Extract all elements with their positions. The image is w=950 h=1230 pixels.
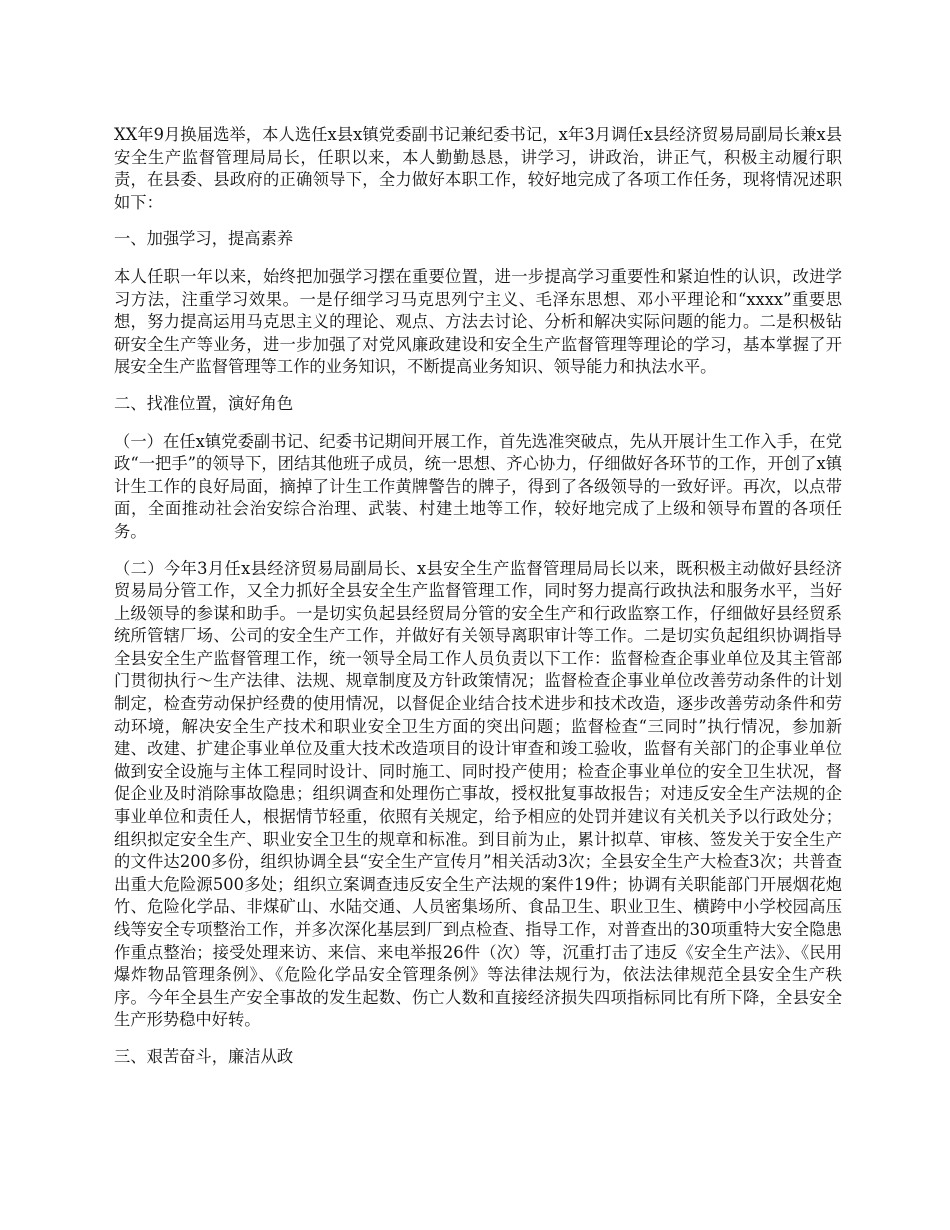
document-page: [114, 124, 842, 1084]
role-paragraph-2: （二）今年3月任x县经济贸易局副局长、x县安全生产监督管理局局长以来，既积极主动做好县经济贸易局分管工作，又全力抓好全县安全生产监督管理工作，同时努力提高行政执法和服务水平，当好上级领导的参谋和助手。一是切实负起县经贸局分管的安全生产和行政监察工作，仔细做好县经贸系统所管辖厂场、公司的安全生产工作，并做好有关领导离职审计等工作。二是切实负起组织协调指导全县安全生产监督管理工作，统一领导全局工作人员负责以下工作：监督检查企事业单位及其主管部门贯彻执行～生产法律、法规、规章制度及方针政策情况；监督检查企事业单位改善劳动条件的计划制定，检查劳动保护经费的使用情况，以督促企业结合技术进步和技术改造，逐步改善劳动条件和劳动环境，解决安全生产技术和职业安全卫生方面的突出问题；监督检查“三同时”执行情况，参加新建、改建、扩建企事业单位及重大技术改造项目的设计审查和竣工验收，监督有关部门的企事业单位做到安全设施与主体工程同时设计、同时施工、同时投产使用；检查企事业单位的安全卫生状况，督促企业及时消除事故隐患；组织调查和处理伤亡事故，授权批复事故报告；对违反安全生产法规的企事业单位和责任人，根据情节轻重，依照有关规定，给予相应的处罚并建议有关机关予以行政处分；组织拟定安全生产、职业安全卫生的规章和标准。到目前为止，累计拟草、审核、签发关于安全生产的文件达200多份，组织协调全县“安全生产宣传月”相关活动3次；全县安全生产大检查3次；共普查出重大危险源500多处；组织立案调查违反安全生产法规的案件19件；协调有关职能部门开展烟花炮竹、危险化学品、非煤矿山、水陆交通、人员密集场所、食品卫生、职业卫生、横跨中小学校园高压线等安全专项整治工作，并多次深化基层到厂到点检查、指导工作，对普查出的30项重特大安全隐患作重点整治；接受处理来访、来信、来电举报26件（次）等，沉重打击了违反《安全生产法》、《民用爆炸物品管理条例》、《危险化学品安全管理条例》等法律法规行为，依法法律规范全县安全生产秩序。今年全县生产安全事故的发生起数、伤亡人数和直接经济损失四项指标同比有所下降，全县安全生产形势稳中好转。: [114, 558, 842, 1030]
intro-paragraph: XX年9月换届选举，本人选任x县x镇党委副书记兼纪委书记，x年3月调任x县经济贸易局副局长兼x县安全生产监督管理局局长，任职以来，本人勤勤恳恳，讲学习，讲政治，讲正气，积极主动履行职责，在县委、县政府的正确领导下，全力做好本职工作，较好地完成了各项工作任务，现将情况述职如下：: [114, 125, 842, 212]
role-paragraph-1: （一）在任x镇党委副书记、纪委书记期间开展工作，首先选准突破点，先从开展计生工作入手，在党政“一把手”的领导下，团结其他班子成员，统一思想、齐心协力，仔细做好各环节的工作，开创了x镇计生工作的良好局面，摘掉了计生工作黄牌警告的牌子，得到了各级领导的一致好评。再次，以点带面，全面推动社会治安综合治理、武装、村建土地等工作，较好地完成了上级和领导布置的各项任务。: [114, 431, 842, 541]
section-heading-integrity: 三、艰苦奋斗，廉洁从政: [114, 1046, 294, 1066]
study-paragraph: 本人任职一年以来，始终把加强学习摆在重要位置，进一步提高学习重要性和紧迫性的认识，改进学习方法，注重学习效果。一是仔细学习马克思列宁主义、毛泽东思想、邓小平理论和“xxxx”重要思想，努力提高运用马克思主义的理论、观点、方法去讨论、分析和解决实际问题的能力。二是积极钻研安全生产等业务，进一步加强了对党风廉政建设和安全生产监督管理等理论的学习，基本掌握了开展安全生产监督管理等工作的业务知识，不断提高业务知识、领导能力和执法水平。: [114, 266, 842, 377]
section-heading-study: 一、加强学习，提高素养: [114, 229, 294, 249]
section-heading-role: 二、找准位置，演好角色: [114, 393, 294, 413]
